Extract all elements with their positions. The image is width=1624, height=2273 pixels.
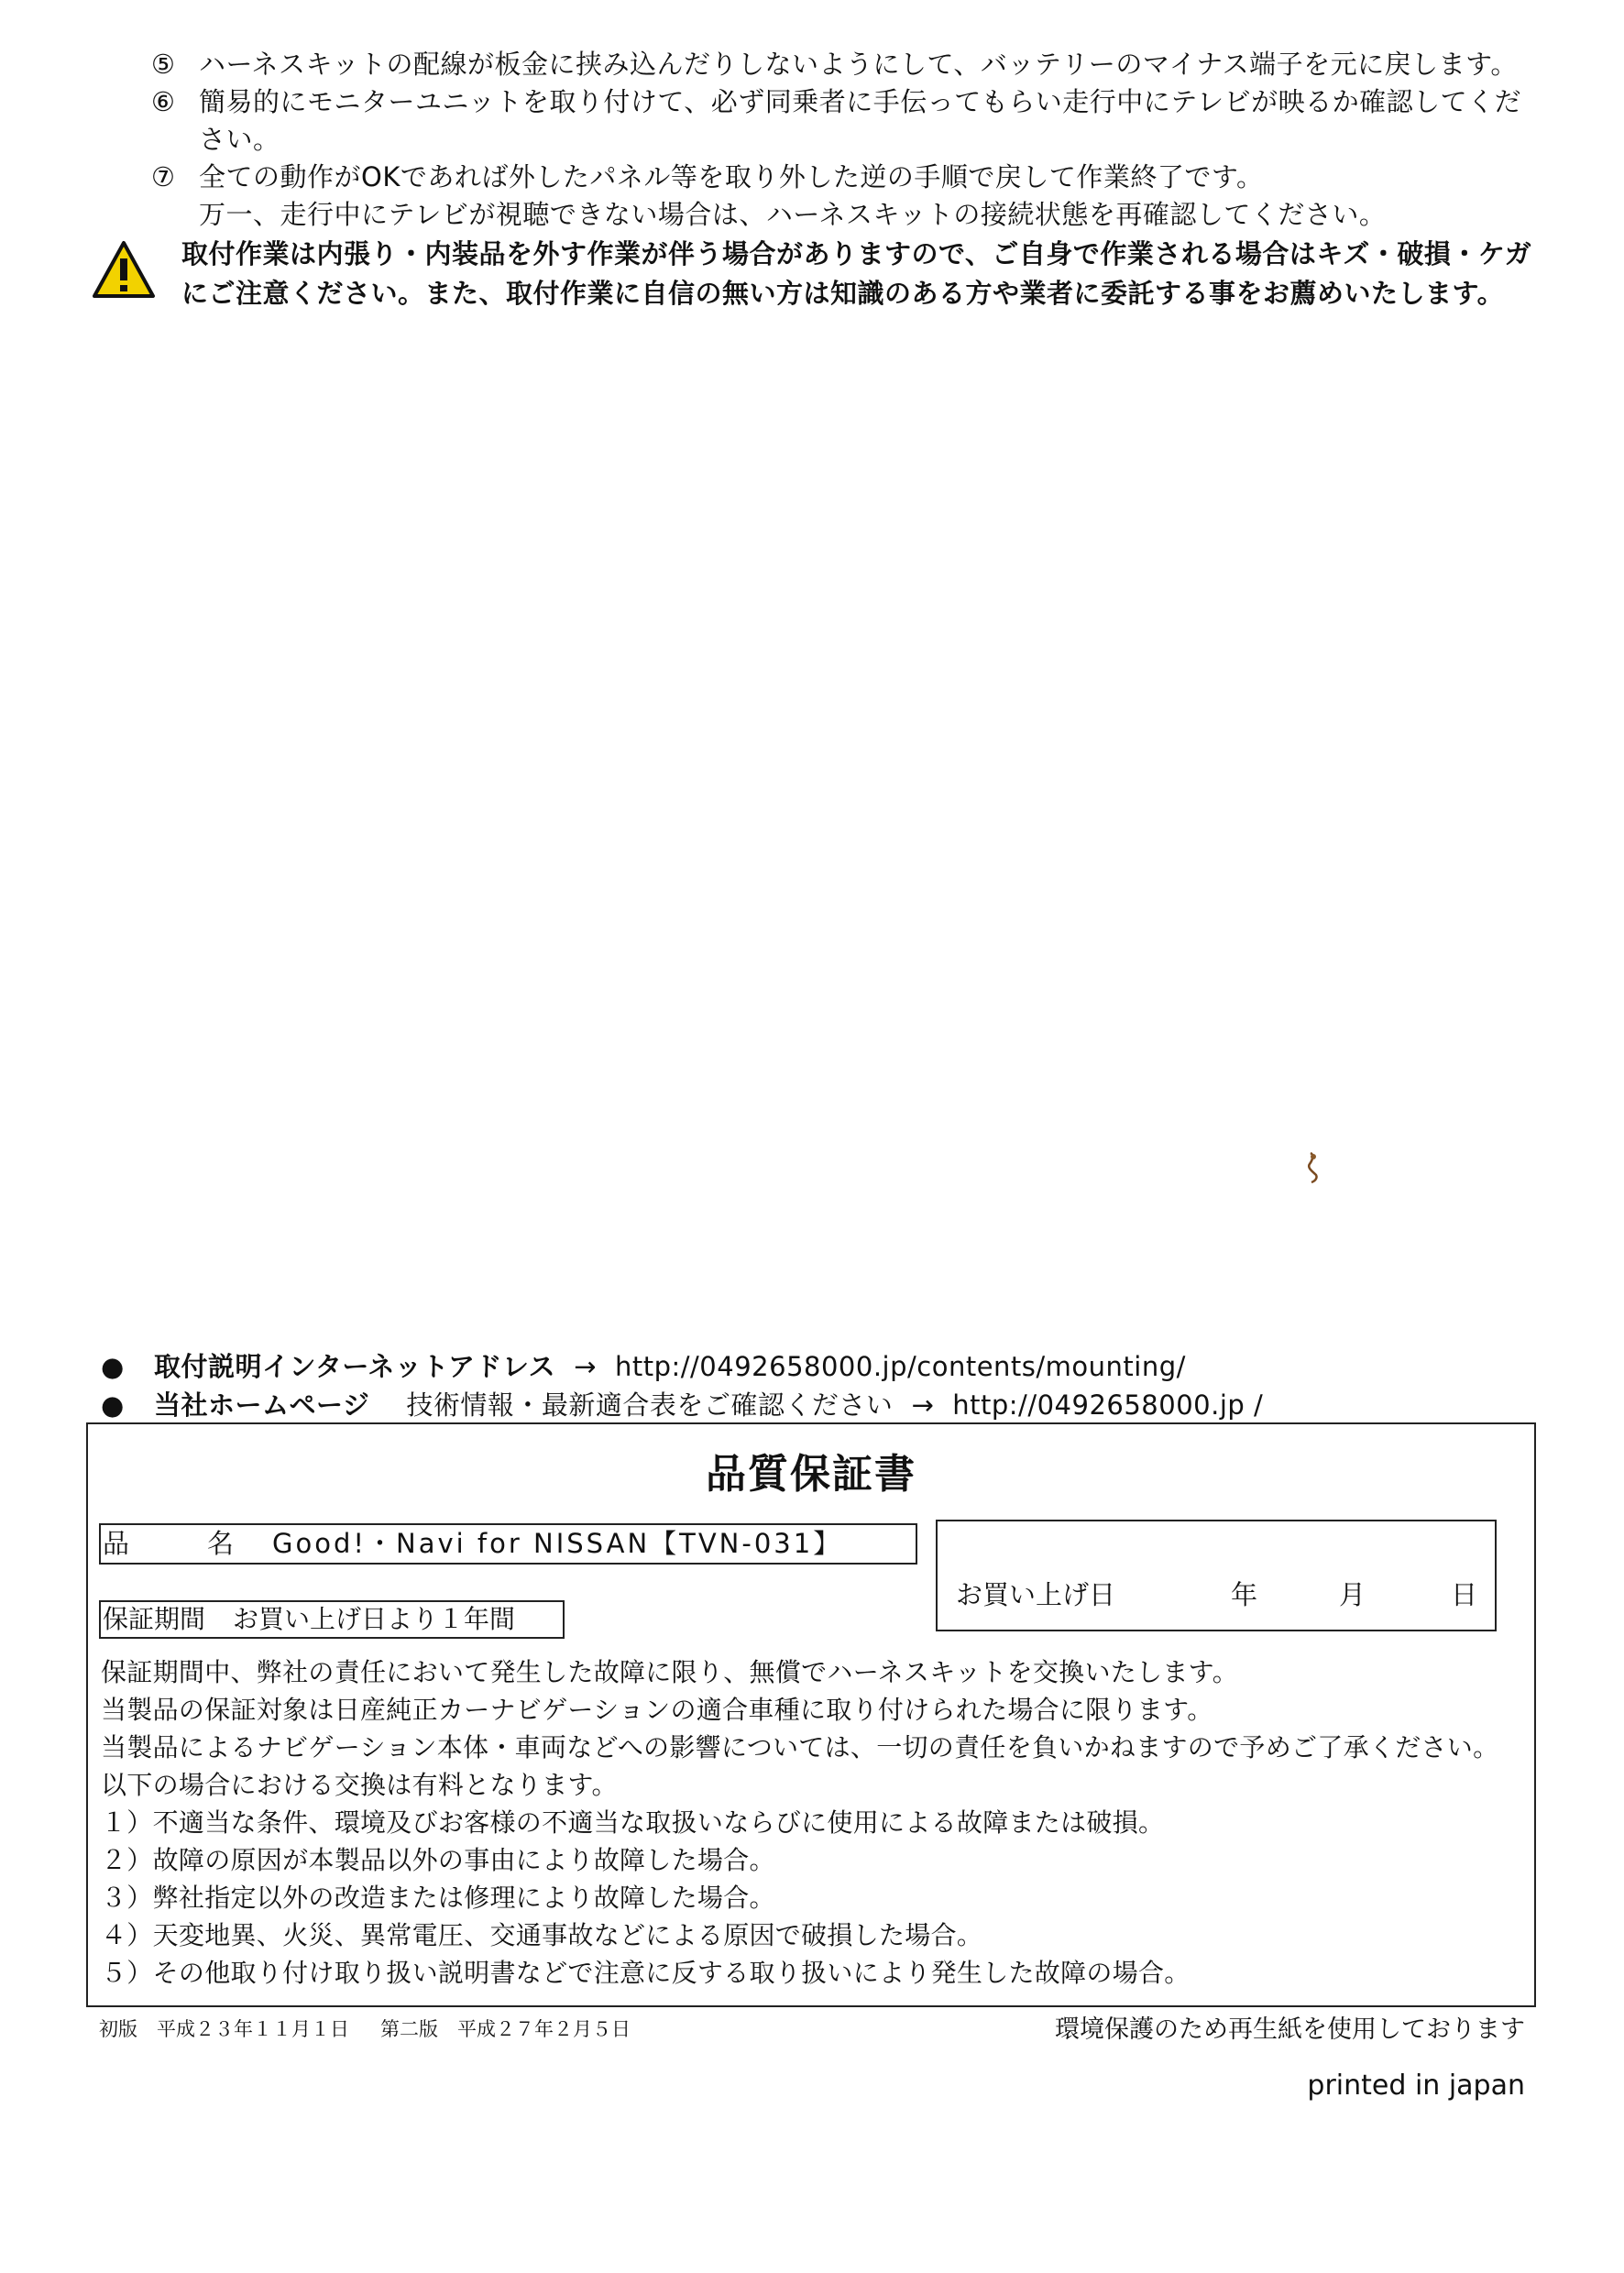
- manual-url-link[interactable]: http://0492658000.jp/contents/mounting/: [614, 1351, 1186, 1382]
- step-item: [151, 46, 1544, 83]
- day-label: 日: [1451, 1579, 1478, 1610]
- warranty-line: ２）故障の原因が本製品以外の事由により故障した場合。: [101, 1845, 775, 1875]
- month-label: 月: [1339, 1579, 1366, 1610]
- printed-in-japan: printed in japan: [1307, 2070, 1525, 2102]
- warranty-title: 品質保証書: [706, 1451, 916, 1498]
- step-text: 全ての動作がOKであれば外したパネル等を取り外した逆の手順で戻して作業終了です。: [199, 161, 1264, 192]
- installation-steps: [151, 46, 1544, 234]
- homepage-label: 当社ホームページ: [154, 1389, 370, 1421]
- homepage-url-link[interactable]: http://0492658000.jp /: [952, 1389, 1264, 1421]
- first-edition: 初版 平成２３年１１月１日: [99, 2018, 349, 2040]
- reference-links: [101, 1347, 1531, 1424]
- warranty-period-box: [99, 1600, 565, 1639]
- year-label: 年: [1231, 1579, 1258, 1610]
- caution-notice: [92, 235, 1540, 313]
- second-edition: 第二版 平成２７年２月５日: [380, 2018, 631, 2040]
- step-number: ⑦: [151, 161, 176, 192]
- warranty-certificate: [86, 1422, 1536, 2007]
- warranty-line: ５）その他取り付け取り扱い説明書などで注意に反する取り扱いにより発生した故障の場合。: [101, 1958, 1191, 1988]
- step-number: ⑤: [151, 49, 176, 80]
- product-name-box: [99, 1523, 917, 1565]
- homepage-link-row: [101, 1386, 1531, 1424]
- warranty-line: 当製品の保証対象は日産純正カーナビゲーションの適合車種に取り付けられた場合に限ります。: [101, 1695, 1213, 1725]
- period-value: お買い上げ日より１年間: [233, 1604, 516, 1634]
- warning-triangle-icon: [92, 240, 156, 299]
- step-note: 万一、走行中にテレビが視聴できない場合は、ハーネスキットの接続状態を再確認してください。: [199, 199, 1387, 230]
- arrow-icon: →: [911, 1389, 935, 1421]
- step-item: [151, 159, 1544, 196]
- warranty-line: 当製品によるナビゲーション本体・車両などへの影響については、一切の責任を負いかねますので予めご了承ください。: [101, 1732, 1499, 1762]
- bullet-icon: ●: [101, 1351, 125, 1382]
- warranty-line: １）不適当な条件、環境及びお客様の不適当な取扱いならびに使用による故障または破損。: [101, 1807, 1165, 1838]
- step-item: [151, 83, 1544, 159]
- warranty-line: 以下の場合における交換は有料となります。: [101, 1770, 618, 1800]
- manual-address-label: 取付説明インターネットアドレス: [154, 1351, 556, 1382]
- purchase-date-label: お買い上げ日: [956, 1579, 1116, 1610]
- caution-text: 取付作業は内張り・内装品を外す作業が伴う場合がありますので、ご自身で作業される場合はキズ・破損・ケガにご注意ください。また、取付作業に自信の無い方は知識のある方や業者に委託する事をお薦めいたします。: [181, 238, 1532, 309]
- edition-info: [99, 2015, 631, 2042]
- warranty-terms: [101, 1653, 1527, 1992]
- warranty-line: ３）弊社指定以外の改造または修理により故障した場合。: [101, 1883, 775, 1913]
- period-label: 保証期間: [103, 1604, 206, 1634]
- homepage-note: 技術情報・最新適合表をご確認ください: [406, 1389, 894, 1421]
- product-label: 品 名: [103, 1528, 260, 1559]
- step-text: ハーネスキットの配線が板金に挟み込んだりしないようにして、バッテリーのマイナス端子を元に戻します。: [199, 49, 1518, 80]
- arrow-icon: →: [574, 1351, 597, 1382]
- warranty-line: 保証期間中、弊社の責任において発生した故障に限り、無償でハーネスキットを交換いたします。: [101, 1657, 1239, 1687]
- step-text: 簡易的にモニターユニットを取り付けて、必ず同乗者に手伝ってもらい走行中にテレビが映るか確認してください。: [199, 86, 1522, 155]
- manual-link-row: [101, 1347, 1531, 1386]
- recycled-paper-note: 環境保護のため再生紙を使用しております: [1055, 2015, 1525, 2044]
- purchase-date-box: [936, 1520, 1497, 1631]
- paper-speck: [1301, 1149, 1323, 1184]
- warranty-line: ４）天変地異、火災、異常電圧、交通事故などによる原因で破損した場合。: [101, 1920, 983, 1950]
- step-number: ⑥: [151, 86, 176, 117]
- bullet-icon: ●: [101, 1389, 125, 1421]
- product-name: Good!・Navi for NISSAN【TVN-031】: [272, 1528, 843, 1559]
